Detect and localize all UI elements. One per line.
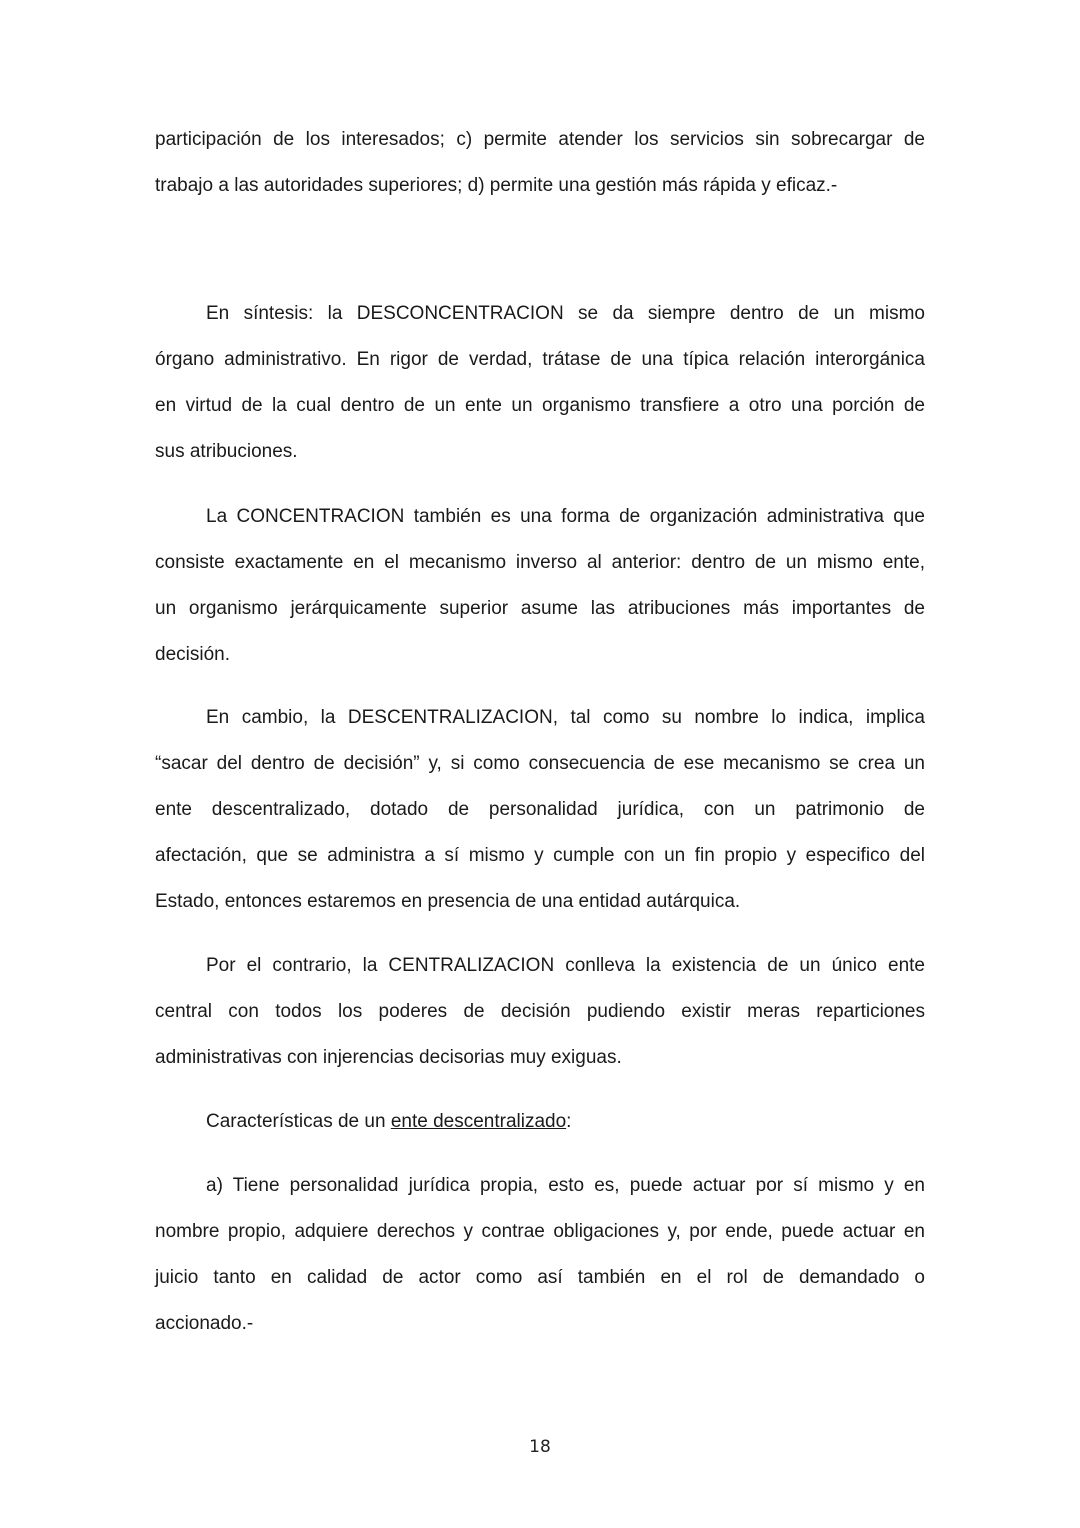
heading-prefix: Características de un xyxy=(206,1111,391,1132)
text-line: administrativas con injerencias decisorias muy exiguas. xyxy=(155,1047,622,1068)
text-line: Por el contrario, la CENTRALIZACION conlleva la existencia de un único ente xyxy=(206,955,925,976)
text-line: central con todos los poderes de decisión pudiendo existir meras reparticiones xyxy=(155,1001,925,1022)
text-line: “sacar del dentro de decisión” y, si como consecuencia de ese mecanismo se crea un xyxy=(155,753,925,774)
text-line: accionado.- xyxy=(155,1313,254,1334)
text-line: participación de los interesados; c) permite atender los servicios sin sobrecargar de xyxy=(155,129,925,150)
paragraph-item-a xyxy=(155,1163,925,1347)
text-line: Estado, entonces estaremos en presencia de una entidad autárquica. xyxy=(155,891,741,912)
text-line: consiste exactamente en el mecanismo inverso al anterior: dentro de un mismo ente, xyxy=(155,552,925,573)
text-line: La CONCENTRACION también es una forma de organización administrativa que xyxy=(206,506,925,527)
page-number: 18 xyxy=(529,1437,551,1457)
text-line: en virtud de la cual dentro de un ente un organismo transfiere a otro una porción de xyxy=(155,395,925,416)
text-line: decisión. xyxy=(155,644,230,665)
text-line: trabajo a las autoridades superiores; d) permite una gestión más rápida y eficaz.- xyxy=(155,175,838,196)
text-line: ente descentralizado, dotado de personalidad jurídica, con un patrimonio de xyxy=(155,799,925,820)
paragraph-descentralizacion xyxy=(155,695,925,925)
heading-line xyxy=(155,1099,925,1145)
text-line: En cambio, la DESCENTRALIZACION, tal como su nombre lo indica, implica xyxy=(206,707,925,728)
paragraph-desconcentracion xyxy=(155,291,925,475)
text-line: sus atribuciones. xyxy=(155,441,298,462)
text-line: En síntesis: la DESCONCENTRACION se da siempre dentro de un mismo xyxy=(206,303,925,324)
section-heading xyxy=(155,1099,925,1145)
text-line: juicio tanto en calidad de actor como así también en el rol de demandado o xyxy=(155,1267,925,1288)
heading-suffix: : xyxy=(566,1111,572,1132)
paragraph-concentracion xyxy=(155,494,925,678)
heading-underlined-term: ente descentralizado xyxy=(390,1111,567,1132)
text-line: nombre propio, adquiere derechos y contrae obligaciones y, por ende, puede actuar en xyxy=(155,1221,925,1242)
text-line: afectación, que se administra a sí mismo y cumple con un fin propio y especifico del xyxy=(155,845,925,866)
paragraph-centralizacion xyxy=(155,943,925,1081)
paragraph-continuation xyxy=(155,117,925,209)
text-line: órgano administrativo. En rigor de verdad, trátase de una típica relación interorgánica xyxy=(155,349,925,370)
text-line: a) Tiene personalidad jurídica propia, esto es, puede actuar por sí mismo y en xyxy=(206,1175,925,1196)
text-line: un organismo jerárquicamente superior asume las atribuciones más importantes de xyxy=(155,598,925,619)
